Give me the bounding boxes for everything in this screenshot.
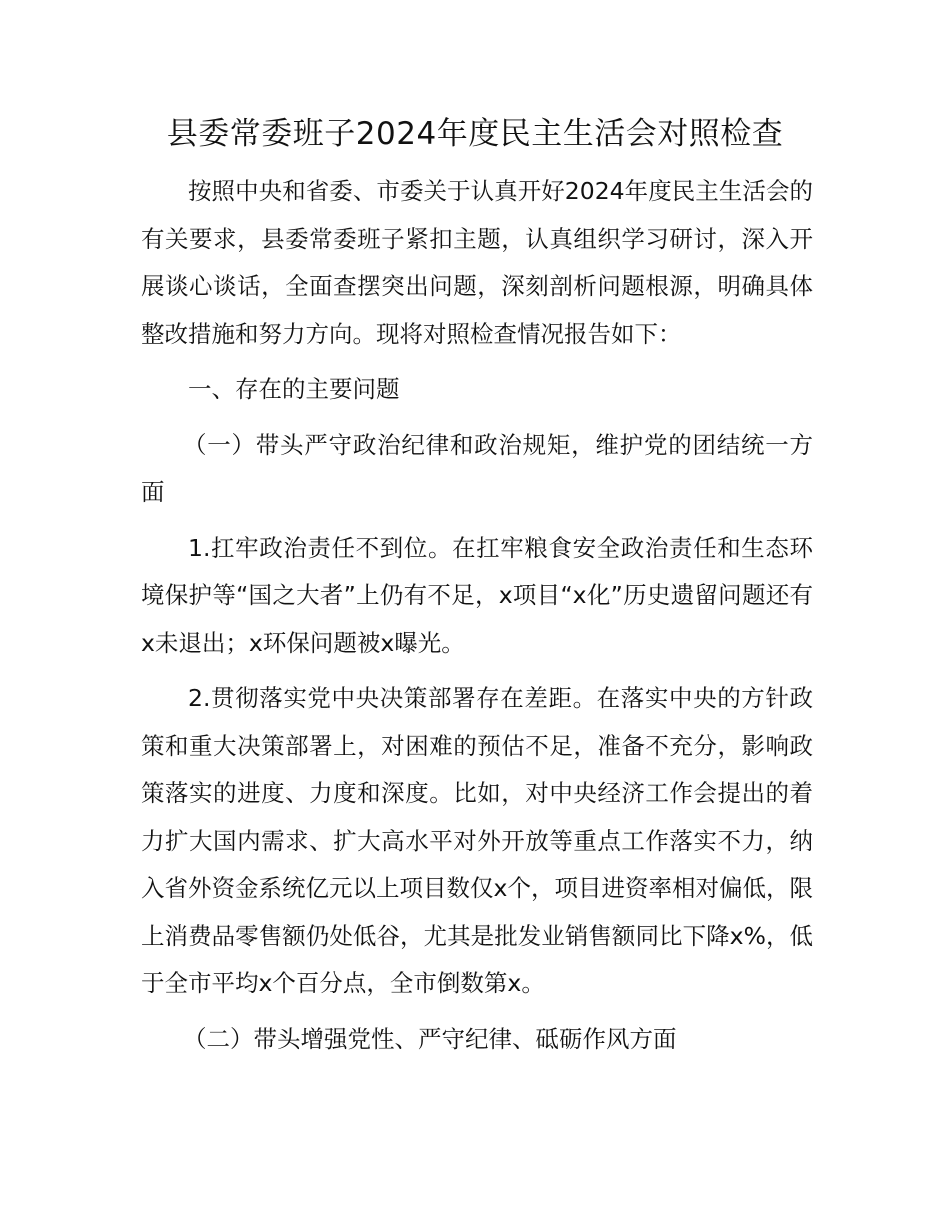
section-heading-1: 一、存在的主要问题 <box>188 375 400 403</box>
intro-paragraph: 按照中央和省委、市委关于认真开好2024年度民主生活会的有关要求，县委常委班子紧扣主题，认真组织学习研讨，深入开展谈心谈话，全面查摆突出问题，深刻剖析问题根源，明确具体整改措施和努力方向。现将对照检查情况报告如下： <box>141 177 813 348</box>
item-paragraph-1: 1.扛牢政治责任不到位。在扛牢粮食安全政治责任和生态环境保护等“国之大者”上仍有不足，x项目“x化”历史遗留问题还有x未退出；x环保问题被x曝光。 <box>141 533 813 657</box>
subsection-heading-2: （二）带头增强党性、严守纪律、砥砺作风方面 <box>183 1024 677 1053</box>
subsection-heading-1: （一）带头严守政治纪律和政治规矩，维护党的团结统一方面 <box>141 430 813 506</box>
document-body <box>141 168 813 1071</box>
document-title: 县委常委班子2024年度民主生活会对照检查 <box>166 116 784 152</box>
item-paragraph-2: 2.贯彻落实党中央决策部署存在差距。在落实中央的方针政策和重大决策部署上，对困难的预估不足，准备不充分，影响政策落实的进度、力度和深度。比如，对中央经济工作会提出的着力扩大国内需求、扩大高水平对外开放等重点工作落实不力，纳入省外资金系统亿元以上项目数仅x个，项目进资率相对偏低，限上消费品零售额仍处低谷，尤其是批发业销售额同比下降x%，低于全市平均x个百分点，全市倒数第x。 <box>141 684 813 997</box>
